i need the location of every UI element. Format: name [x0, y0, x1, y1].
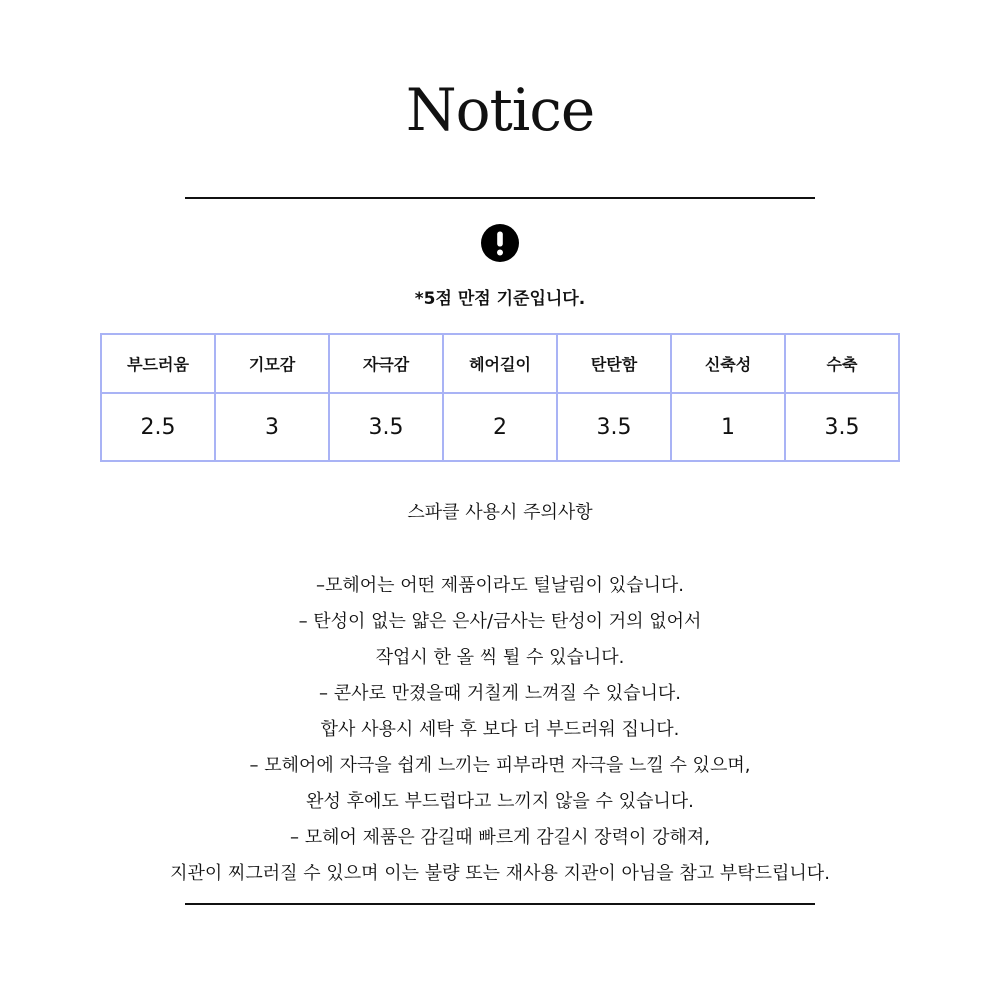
- notice-line: – 탄성이 없는 얇은 은사/금사는 탄성이 거의 없어서: [298, 611, 702, 632]
- exclamation-circle-icon: [481, 224, 519, 262]
- top-divider: [185, 197, 815, 199]
- notice-line: 작업시 한 올 씩 튈 수 있습니다.: [375, 647, 625, 668]
- rating-label-hair-length: 헤어길이: [443, 334, 557, 393]
- rating-label-elasticity: 신축성: [671, 334, 785, 393]
- rating-label-brushed: 기모감: [215, 334, 329, 393]
- bottom-divider: [185, 903, 815, 905]
- notice-line: 완성 후에도 부드럽다고 느끼지 않을 수 있습니다.: [306, 791, 694, 812]
- ratings-value-row: [101, 393, 899, 461]
- notice-line: 지관이 찌그러질 수 있으며 이는 불량 또는 재사용 지관이 아님을 참고 부탁드립니다.: [170, 863, 830, 884]
- rating-value-hair-length: 2: [443, 393, 557, 461]
- scale-note: *5점 만점 기준입니다.: [414, 289, 586, 309]
- rating-value-brushed: 3: [215, 393, 329, 461]
- ratings-header-row: [101, 334, 899, 393]
- rating-value-elasticity: 1: [671, 393, 785, 461]
- rating-value-irritation: 3.5: [329, 393, 443, 461]
- rating-value-softness: 2.5: [101, 393, 215, 461]
- notice-line: – 모헤어에 자극을 쉽게 느끼는 피부라면 자극을 느낄 수 있으며,: [249, 755, 751, 776]
- notice-section-title: 스파클 사용시 주의사항: [407, 502, 593, 523]
- notice-line: –모헤어는 어떤 제품이라도 털날림이 있습니다.: [316, 575, 684, 596]
- page-title: Notice: [405, 76, 595, 144]
- notice-line: 합사 사용시 세탁 후 보다 더 부드러워 집니다.: [320, 719, 680, 740]
- notice-line: – 콘사로 만졌을때 거칠게 느껴질 수 있습니다.: [318, 683, 682, 704]
- rating-value-firmness: 3.5: [557, 393, 671, 461]
- rating-label-firmness: 탄탄함: [557, 334, 671, 393]
- rating-label-softness: 부드러움: [101, 334, 215, 393]
- rating-value-shrinkage: 3.5: [785, 393, 899, 461]
- notice-line: – 모헤어 제품은 감길때 빠르게 감길시 장력이 강해져,: [290, 827, 710, 848]
- ratings-table: [100, 333, 900, 462]
- rating-label-shrinkage: 수축: [785, 334, 899, 393]
- notice-list: [0, 568, 1000, 892]
- rating-label-irritation: 자극감: [329, 334, 443, 393]
